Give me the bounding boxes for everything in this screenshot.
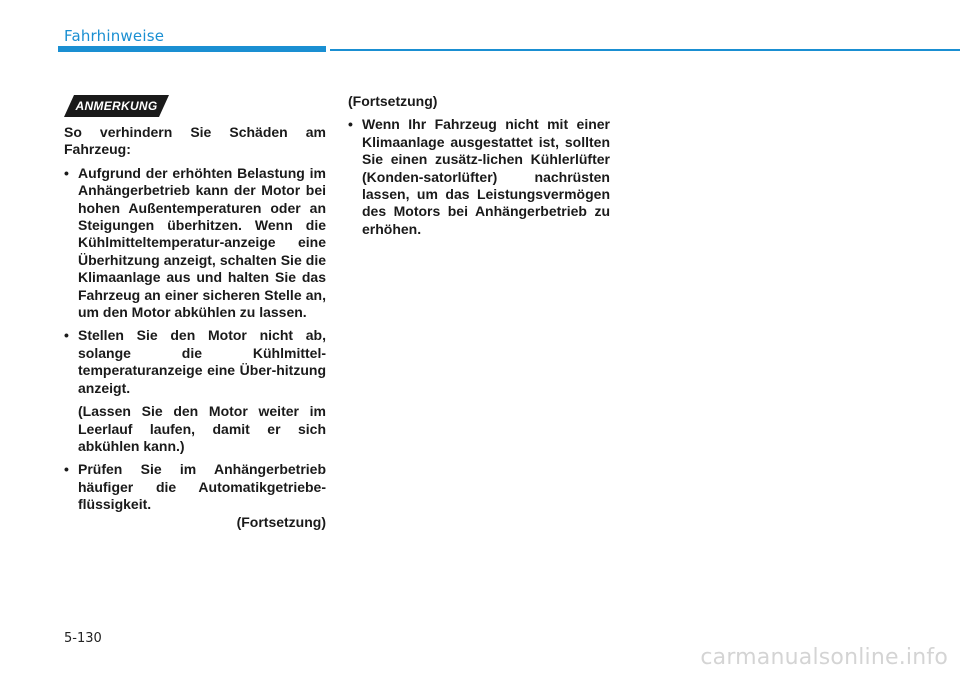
list-item-text: Stellen Sie den Motor nicht ab, solange die Kühlmittel-temperaturanzeige eine Über-hitzung anzeigt. [78,327,326,396]
list-item-text: Prüfen Sie im Anhängerbetrieb häufiger die Automatikgetriebe-flüssigkeit. [78,461,326,513]
list-item-text: Aufgrund der erhöhten Belastung im Anhängerbetrieb kann der Motor bei hohen Außentemperaturen oder an Steigungen überhitzen. Wenn die Kühlmitteltemperatur-anzeige eine Überhitzung anzeigt, schalten Sie die Klimaanlage aus und halten Sie das Fahrzeug an einer sicheren Stelle an, um den Motor abkühlen zu lassen. [78,164,326,321]
right-column [348,93,610,244]
bullet-icon: • [64,461,69,478]
list-item [64,327,326,397]
continued-label: (Fortsetzung) [348,93,438,109]
bullet-icon: • [64,164,69,181]
note-badge [64,95,169,117]
list-item [64,461,326,513]
header-rule [330,49,960,51]
note-badge-label: ANMERKUNG [75,99,158,113]
list-item [64,165,326,322]
continued-label: (Fortsetzung) [236,513,326,530]
intro-text: So verhindern Sie Schäden am Fahrzeug: [64,124,326,158]
left-bullet-list [64,165,326,397]
bullet-icon: • [64,327,69,344]
left-column [64,124,326,531]
page-number: 5-130 [64,631,102,646]
section-title: Fahrhinweise [64,27,165,45]
list-item [348,116,610,238]
left-bullet-list-continued [64,461,326,513]
sub-note: (Lassen Sie den Motor weiter im Leerlauf laufen, damit er sich abkühlen kann.) [78,403,326,454]
watermark: carmanualsonline.info [700,645,948,670]
right-bullet-list [348,116,610,238]
bullet-icon: • [348,116,353,133]
header-accent-bar [58,46,326,52]
list-item-text: Wenn Ihr Fahrzeug nicht mit einer Klimaanlage ausgestattet ist, sollten Sie einen zusätz-lichen Kühlerlüfter (Konden-satorlüfter) nachrüsten lassen, um das Leistungsvermögen des Motors bei Anhängerbetrieb zu erhöhen. [362,116,610,237]
